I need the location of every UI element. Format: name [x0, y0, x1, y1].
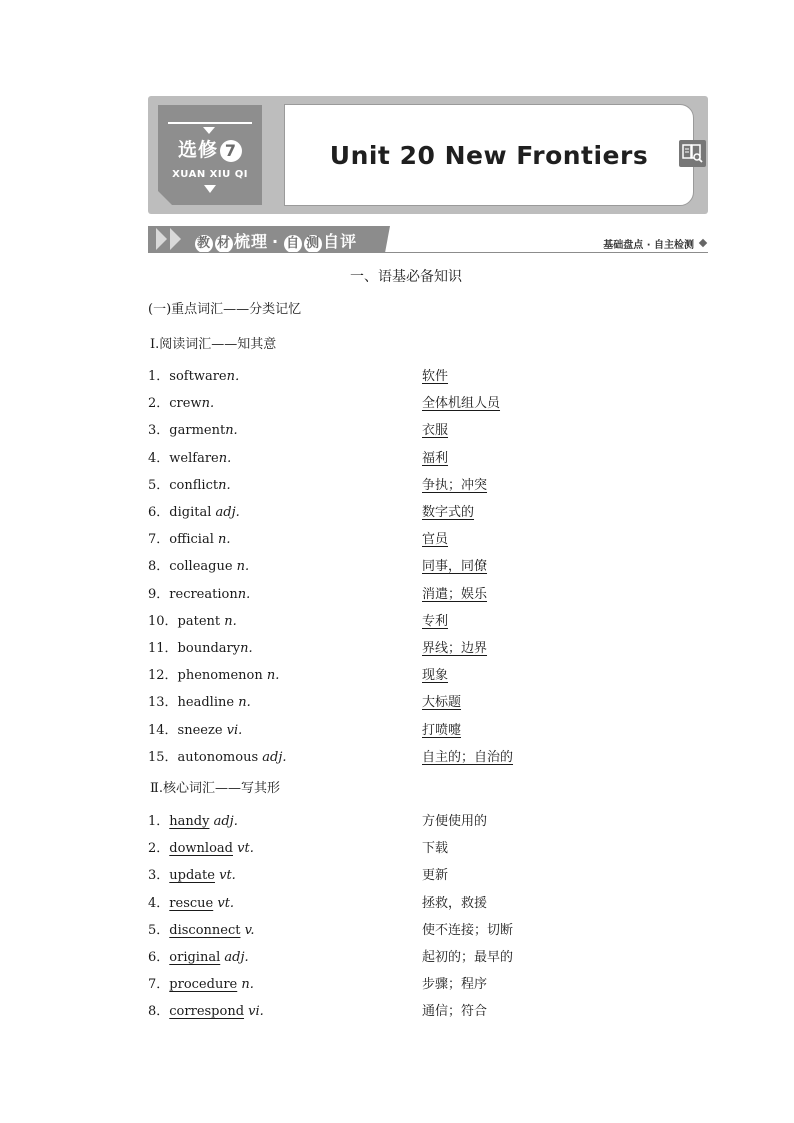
section-rule [148, 252, 708, 253]
vocab-row [148, 746, 708, 766]
vocab-meaning: 官员 [422, 532, 449, 548]
vocab-meaning: 拯救，救援 [422, 895, 488, 911]
vocab-word: headline [177, 695, 239, 711]
vocab-row [148, 610, 708, 630]
vocab-meaning: 界线；边界 [422, 641, 488, 656]
vocab-meaning: 方便使用的 [422, 814, 488, 829]
vocab-number: 6． [148, 505, 170, 520]
vocab-term [148, 501, 240, 520]
vocab-meaning: 争执；冲突 [422, 477, 488, 493]
vocab-term [148, 1000, 264, 1019]
vocab-number: 8． [148, 559, 170, 575]
label-separator: · [272, 232, 280, 251]
vocab-pos: v. [240, 922, 255, 938]
vocab-number: 12． [148, 668, 178, 684]
vocab-row [148, 365, 708, 385]
label-char-circle: 自 [286, 236, 301, 251]
vocab-term [148, 419, 238, 438]
badge-number: 7 [220, 140, 242, 162]
vocab-meaning: 专利 [422, 613, 449, 629]
vocab-number: 3． [148, 868, 170, 884]
unit-title-box [284, 104, 694, 206]
vocab-term [148, 365, 248, 384]
vocab-pos: n. [237, 586, 251, 602]
book-search-icon [679, 140, 706, 167]
vocab-term [148, 691, 251, 710]
vocab-word: conflict [169, 477, 219, 493]
vocab-row [148, 501, 708, 521]
vocab-number: 10． [148, 613, 178, 629]
vocab-meaning: 更新 [422, 868, 449, 884]
vocab-term [148, 864, 236, 883]
vocab-number: 4． [148, 450, 170, 466]
vocab-term [148, 474, 231, 493]
part2-title: Ⅱ.核心词汇——写其形 [150, 781, 280, 796]
vocab-meaning: 现象 [422, 668, 449, 684]
vocab-word: disconnect [169, 922, 241, 938]
label-char-circle: 材 [216, 236, 231, 251]
vocab-number: 1． [148, 369, 170, 384]
vocab-meaning: 下载 [422, 841, 449, 857]
vocab-row [148, 946, 708, 966]
vocab-term [148, 746, 287, 765]
vocab-meaning: 软件 [422, 369, 449, 384]
vocab-number: 7． [148, 532, 170, 548]
sub-heading: (一)重点词汇——分类记忆 [148, 302, 302, 317]
vocab-number: 2． [148, 841, 170, 857]
vocab-word: original [169, 950, 221, 965]
vocab-term [148, 392, 214, 411]
vocab-row [148, 892, 708, 912]
vocab-word: software [169, 369, 227, 384]
vocab-word: digital [169, 505, 216, 520]
vocab-pos: adj. [209, 814, 238, 829]
vocab-row [148, 392, 708, 412]
vocab-row [148, 1000, 708, 1020]
badge-top-triangle-icon [203, 127, 215, 134]
vocab-word: phenomenon [177, 668, 267, 684]
vocab-meaning: 全体机组人员 [422, 396, 501, 412]
vocab-pos: adj. [262, 749, 287, 765]
vocab-word: update [169, 868, 215, 884]
vocab-pos: adj. [215, 505, 240, 520]
vocab-term [148, 610, 237, 629]
vocab-word: official [169, 532, 218, 548]
section-subtitle: 基础盘点 · 自主检测 [603, 240, 694, 251]
vocab-term [148, 946, 249, 965]
vocab-meaning: 使不连接；切断 [422, 922, 514, 938]
label-text: 梳理 [234, 232, 269, 251]
vocab-term [148, 973, 254, 992]
vocab-meaning: 起初的；最早的 [422, 950, 514, 965]
vocab-row [148, 719, 708, 739]
vocab-pos: n． [226, 369, 248, 384]
vocab-meaning: 打喷嚏 [422, 722, 462, 738]
vocab-number: 2． [148, 396, 170, 412]
vocab-row [148, 664, 708, 684]
vocab-term [148, 664, 279, 683]
section-header-bar [148, 226, 708, 254]
vocab-word: patent [177, 613, 225, 629]
vocab-row [148, 837, 708, 857]
vocab-word: procedure [169, 977, 238, 993]
volume-badge [158, 105, 262, 205]
vocab-row [148, 919, 708, 939]
vocab-pos: vt. [214, 868, 236, 884]
vocab-term [148, 637, 253, 656]
badge-down-triangle-icon [204, 185, 216, 193]
vocab-word: garment [169, 423, 226, 439]
vocab-row [148, 528, 708, 548]
vocab-term [148, 555, 249, 574]
vocab-pos: n. [237, 977, 254, 993]
badge-top-line [168, 122, 252, 124]
vocab-word: rescue [169, 895, 214, 911]
vocab-meaning: 福利 [422, 450, 449, 466]
vocab-meaning: 衣服 [422, 423, 449, 439]
vocab-row [148, 973, 708, 993]
vocab-meaning: 消遣；娱乐 [422, 586, 488, 602]
vocab-meaning: 同事，同僚 [422, 559, 488, 575]
vocab-term [148, 583, 250, 602]
vocab-number: 9． [148, 586, 170, 602]
vocab-number: 14． [148, 722, 178, 738]
vocab-pos: n. [238, 695, 251, 711]
vocab-pos: n. [225, 423, 238, 439]
vocab-term [148, 810, 238, 829]
vocab-row [148, 447, 708, 467]
vocab-number: 13． [148, 695, 178, 711]
vocab-pos: vt. [233, 841, 254, 857]
badge-fold-corner [158, 191, 172, 205]
vocab-word: sneeze [177, 722, 227, 738]
vocab-pos: vi. [244, 1004, 264, 1020]
vocab-term [148, 528, 231, 547]
part1-title: Ⅰ.阅读词汇——知其意 [150, 337, 277, 352]
unit-banner [148, 96, 708, 214]
chevron-right-icon [156, 228, 167, 250]
vocab-row [148, 419, 708, 439]
vocab-number: 5． [148, 477, 170, 493]
vocab-term [148, 719, 242, 738]
vocab-term [148, 837, 254, 856]
badge-main-label: 选修 [177, 139, 218, 161]
vocab-pos: n. [218, 450, 232, 466]
label-char-circle: 测 [306, 236, 321, 251]
vocab-word: colleague [169, 559, 237, 575]
vocab-meaning: 自主的；自治的 [422, 749, 514, 765]
diamond-icon [699, 239, 707, 247]
vocab-pos: n. [218, 477, 231, 493]
vocab-term [148, 892, 234, 911]
vocab-word: autonomous [177, 749, 263, 765]
vocab-term [148, 919, 255, 938]
vocab-meaning: 数字式的 [422, 505, 475, 520]
vocab-number: 8． [148, 1004, 170, 1020]
vocab-row [148, 864, 708, 884]
vocab-word: correspond [169, 1004, 245, 1020]
vocab-word: handy [169, 814, 210, 829]
vocab-word: recreation [169, 586, 238, 602]
vocab-row [148, 810, 708, 830]
vocab-meaning: 步骤；程序 [422, 977, 488, 993]
vocab-meaning: 通信；符合 [422, 1004, 488, 1020]
vocab-pos: n. [266, 668, 280, 684]
vocab-row [148, 637, 708, 657]
vocab-pos: vi. [226, 722, 243, 738]
badge-pinyin: XUAN XIU QI [172, 169, 248, 180]
label-text: 自评 [323, 232, 358, 251]
vocab-number: 3． [148, 423, 170, 439]
vocab-pos: adj. [220, 950, 249, 965]
vocab-row [148, 583, 708, 603]
main-heading: 一、语基必备知识 [350, 269, 462, 285]
badge-main-text [158, 139, 262, 162]
vocab-pos: n. [236, 559, 250, 575]
vocab-number: 4． [148, 895, 170, 911]
vocab-word: download [169, 841, 233, 857]
vocab-number: 7． [148, 977, 170, 993]
vocab-number: 15． [148, 749, 178, 765]
section-tab-label [194, 229, 357, 253]
vocab-pos: n. [240, 641, 253, 656]
vocab-pos: vt. [213, 895, 235, 911]
label-char-circle: 教 [196, 236, 211, 251]
vocab-row [148, 691, 708, 711]
vocab-pos: n. [201, 396, 215, 412]
vocab-pos: n. [224, 613, 237, 629]
vocab-pos: n. [217, 532, 231, 548]
chevron-right-icon [170, 228, 181, 250]
vocab-number: 5． [148, 922, 170, 938]
vocab-number: 6． [148, 950, 170, 965]
vocab-word: boundary [177, 641, 241, 656]
vocab-meaning: 大标题 [422, 695, 462, 711]
vocab-term [148, 447, 231, 466]
vocab-number: 1． [148, 814, 170, 829]
vocab-word: welfare [169, 450, 219, 466]
vocab-word: crew [169, 396, 202, 412]
vocab-row [148, 555, 708, 575]
vocab-number: 11． [148, 641, 178, 656]
vocab-row [148, 474, 708, 494]
unit-title: Unit 20 New Frontiers [329, 141, 649, 170]
